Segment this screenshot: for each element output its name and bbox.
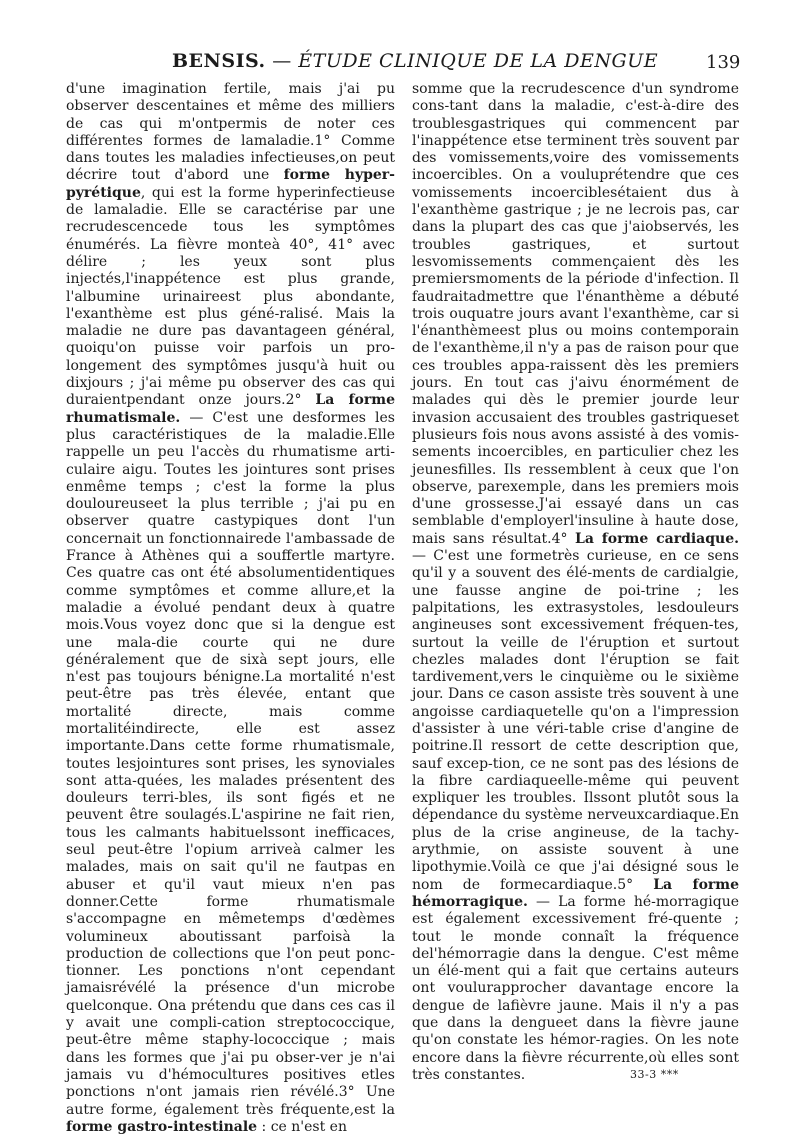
right-column-line: très curieuse, en ce sens qu'il y a souvent des élé-	[412, 548, 739, 582]
left-column-line: tant que mortalité directe, mais comme mortalité	[66, 686, 395, 737]
right-column-line: prétendre que ces vomissements incoercibles	[412, 167, 739, 201]
left-column-line: Elle rappelle un peu l'accès du rhumatisme arti-	[66, 426, 395, 461]
right-column-line: et dans la fièvre jaune qu'on constate les hémor-	[412, 1015, 739, 1049]
right-column-line: tion, ce ne sont pas des lésions de la fibre cardiaque	[412, 755, 739, 789]
left-column-line: indirecte, elle est assez importante.	[66, 720, 395, 755]
left-column-line: culaire aigu. Toutes les jointures sont prises en	[66, 461, 395, 495]
right-column-line: table crise d'angine de poitrine.	[412, 720, 739, 755]
right-column-line: les malades dont l'éruption se fait tardivement,	[412, 651, 739, 686]
left-column-line: L'aspirine ne fait rien, tous les calmants habituels	[66, 807, 395, 841]
right-column-line: voire des vomissements incoercibles. On a voulu	[412, 150, 739, 184]
right-column-line: étaient dus à l'exanthème gastrique ; je ne le	[412, 184, 739, 219]
right-column-line: tant dans la maladie, c'est-à-dire des troubles	[412, 98, 739, 132]
left-column-line: est la forme gastro-intestinale : ce n'est en	[66, 1101, 396, 1135]
left-column-line: 3° Une autre forme, également très fréquente,	[66, 1084, 395, 1118]
left-column-line: à sept jours, elle n'est pas toujours bénigne.	[66, 651, 395, 686]
left-column-line: permis de noter ces différentes formes de la	[66, 115, 395, 149]
left-column-line: identiques comme symptômes et comme allure,	[66, 565, 395, 599]
right-column-line: l'hémorragie dans la dengue. C'est même un élé-	[412, 945, 739, 980]
right-column-line: on assiste très souvent à une angoisse cardiaque	[412, 686, 740, 720]
right-column-line: est plus ou moins contemporain de l'exanthème,	[412, 323, 739, 357]
right-column-line: où elles sont très constantes.	[412, 1049, 739, 1083]
right-column-line: 5° La forme hémorragique. — La forme hé-	[412, 876, 740, 910]
right-column-line: observés, les troubles gastriques, et surtout les	[412, 219, 740, 270]
left-column-line: ver je n'ai jamais vu d'hémocultures positives et	[66, 1049, 395, 1083]
left-column-line: centaines et même des milliers de cas qui m'ont	[66, 98, 395, 132]
page-number: 139	[706, 52, 741, 73]
left-column-line: sont inefficaces, seul peut-être l'opium arrive	[66, 824, 396, 859]
right-column-line: de leur invasion accusaient des troubles gastriques	[412, 392, 739, 426]
right-column-line: cardiaque.	[541, 876, 618, 893]
left-column-line: et la maladie a évolué pendant deux à quatre mois.	[66, 582, 395, 634]
left-column-line: à calmer les malades, mais on sait qu'il ne faut	[66, 842, 395, 876]
left-column-line: typiques dont l'un concernait un fonctionnaire	[66, 513, 396, 547]
left-column-line: Vous voyez donc que si la dengue est une mala-	[66, 617, 395, 651]
right-column-line: ments de cardialgie, une fausse angine de poi-	[412, 565, 739, 599]
right-column-line: rapprocher davantage encore la dengue de la	[412, 980, 739, 1014]
right-column-line: l'insuline à haute dose, mais sans résultat.	[412, 513, 739, 547]
left-column-line: maladie. Elle se caractérise par une recrudescence	[66, 202, 395, 236]
left-column-line: même temps ; c'est la forme la plus douloureuse	[66, 478, 395, 513]
printer-signature: 33-3 ***	[630, 1068, 679, 1081]
right-column-line: cardiaque.	[644, 807, 720, 824]
right-column-line: moments de la période d'infection. Il faudrait	[412, 271, 739, 305]
left-column-line: Cette forme rhumatismale s'accompagne en même	[66, 893, 395, 928]
right-column-line: se terminent très souvent par des vomissements,	[412, 132, 740, 167]
left-column-line: pendant onze jours.	[126, 392, 286, 409]
left-column	[66, 81, 395, 1136]
left-column-line: pyrétique, qui est la forme hyperinfectieuse de la	[66, 184, 395, 219]
right-column-line: Voilà ce que j'ai désigné sous le nom de forme	[412, 859, 739, 893]
right-column-line: exemple, dans les premiers mois d'une grossesse.	[412, 478, 739, 513]
right-column-line: tes, surtout la veille de l'éruption et surtout chez	[412, 617, 739, 668]
left-column-line: jointures sont prises, les synoviales sont atta-	[66, 755, 395, 789]
right-column-line: sements incoercibles, en particulier chez les jeunes	[412, 444, 739, 478]
left-column-line: temps d'œdèmes volumineux aboutissant parfois	[66, 911, 395, 945]
right-column-line: admettre que l'énanthème a débuté trois ou	[412, 288, 739, 322]
right-column-line: quatre jours avant l'exanthème, car si l'énanthème	[412, 305, 739, 340]
left-column-line: ralisé. Mais la maladie ne dure pas davantage	[66, 305, 395, 340]
left-column-line: l'inappétence est plus grande, l'albumine urinaire	[66, 271, 395, 305]
right-column-line: elle-même qui peuvent expliquer les troubles. Ils	[412, 772, 739, 807]
running-head-dash: —	[265, 50, 299, 72]
left-column-line: à la production de collections que l'on peut ponc-	[66, 928, 395, 962]
right-column-line: J'ai essayé dans un cas semblable d'employer	[412, 496, 740, 530]
left-column-line: et la plus terrible ; j'ai pu en observer quatre cas	[66, 496, 395, 530]
left-column-line: formes les plus caractéristiques de la maladie.	[66, 409, 395, 443]
left-column-line: à 40°, 41° avec délire ; les yeux sont plus injectés,	[66, 236, 395, 288]
left-column-line: maladie.	[253, 132, 315, 149]
right-column-line: quente ; tout le monde connaît la fréquence de	[412, 911, 739, 962]
left-column-line: est plus abondante, l'exanthème est plus géné-	[66, 288, 395, 322]
left-column-line: cation streptococcique, peut-être même staphy-	[66, 1015, 395, 1049]
right-column-line: telle qu'on a l'impression d'assister à une véri-	[412, 703, 739, 737]
right-column-line: sont plutôt sous la dépendance du système nerveux	[412, 790, 739, 824]
left-column-line: jours ; j'ai même pu observer des cas qui duraient	[66, 375, 395, 409]
right-column-line: douleurs angineuses sont excessivement fréquen-	[412, 599, 739, 634]
right-column-line: crois pas, car dans la plupart des cas que j'ai	[412, 202, 739, 236]
right-column-line: somme que la recrudescence d'un syndrome cons-	[412, 81, 739, 115]
right-column-line: vers le cinquième ou le sixième jour. Dans ce cas	[412, 669, 739, 703]
running-head-author: BENSIS.	[172, 50, 266, 72]
right-column-line: ragies. On les note encore dans la fièvre récurrente,	[412, 1032, 740, 1066]
right-column-line: trine ; les palpitations, les extrasystoles, les	[412, 582, 739, 616]
right-column-line: En plus de la crise angineuse, de la tachy-	[412, 807, 739, 841]
left-column-line: longement des symptômes jusqu'à huit ou dix	[66, 357, 395, 392]
right-column-line: ment qui a fait que certains auteurs ont voulu	[412, 963, 739, 997]
running-head-title: ÉTUDE CLINIQUE DE LA DENGUE	[298, 50, 659, 72]
left-column-line: le martyre. Ces quatre cas ont été absolument	[66, 548, 395, 582]
left-column-line: die courte qui ne dure généralement que de six	[66, 634, 395, 668]
left-column-line: les ponctions n'ont jamais rien révélé.	[66, 1066, 395, 1101]
right-column-line: il n'y a pas de raison pour que ces troubles appa-	[412, 340, 739, 374]
left-column-line: tionner. Les ponctions n'ont cependant jamais	[66, 963, 395, 997]
left-column-line: de l'ambassade de France à Athènes qui a souffert	[66, 530, 395, 565]
left-column-line: quées, les malades présentent des douleurs terri-	[66, 772, 395, 807]
left-column-line: en général, quoiqu'on puisse voir parfois un pro-	[66, 323, 395, 357]
running-head	[172, 50, 662, 72]
left-column-line: Dans cette forme rhumatismale, toutes les	[66, 738, 395, 772]
left-column-line: révélé la présence d'un microbe quelconque. On	[66, 980, 395, 1014]
left-column-line: a prétendu que dans ces cas il y avait une compli-	[66, 997, 396, 1032]
right-column-line: gastriques qui commencent par l'inappétence et	[412, 115, 739, 149]
right-column-line: vu énormément de malades qui dès le premier jour	[412, 375, 739, 409]
left-column-line: lococcique ; mais dans les formes que j'ai pu obser-	[66, 1032, 395, 1066]
right-column	[412, 81, 739, 1084]
right-column-line: fièvre jaune. Mais il n'y a pas que dans la dengue	[412, 997, 739, 1032]
left-column-line: 1° Comme dans toutes les maladies infectieuses,	[66, 132, 395, 167]
right-column-line: arythmie, on assiste souvent à une lipothymie.	[412, 842, 739, 876]
left-column-line: de tous les symptômes énumérés. La fièvre monte	[66, 219, 395, 253]
left-column-line: on peut décrire tout d'abord une forme hyper-	[66, 150, 395, 184]
right-column-line: filles. Ils ressemblent à ceux que l'on observe, par	[412, 461, 739, 495]
right-column-line: et plusieurs fois nous avons assisté à des vomis-	[412, 409, 739, 443]
left-column-line: La mortalité n'est peut-être pas très élevée, en	[66, 669, 395, 703]
left-column-line: d'une imagination fertile, mais j'ai pu observer des	[66, 81, 395, 115]
right-column-line: raissent dès les premiers jours. En tout cas j'ai	[412, 357, 739, 392]
left-column-line: 2° La forme rhumatismale. — C'est une des	[66, 392, 395, 426]
right-column-line: 4° La forme cardiaque. — C'est une forme	[412, 530, 739, 565]
right-column-line: Il ressort de cette description que, sauf excep-	[412, 738, 739, 772]
right-column-line: morragique est également excessivement fré-	[412, 893, 739, 928]
right-column-line: vomissements commençaient dès les premiers	[412, 253, 739, 288]
left-column-line: pas en abuser et qu'il vaut mieux n'en pas donner.	[66, 859, 395, 910]
left-column-line: bles, ils sont figés et ne peuvent être soulagés.	[66, 790, 395, 824]
